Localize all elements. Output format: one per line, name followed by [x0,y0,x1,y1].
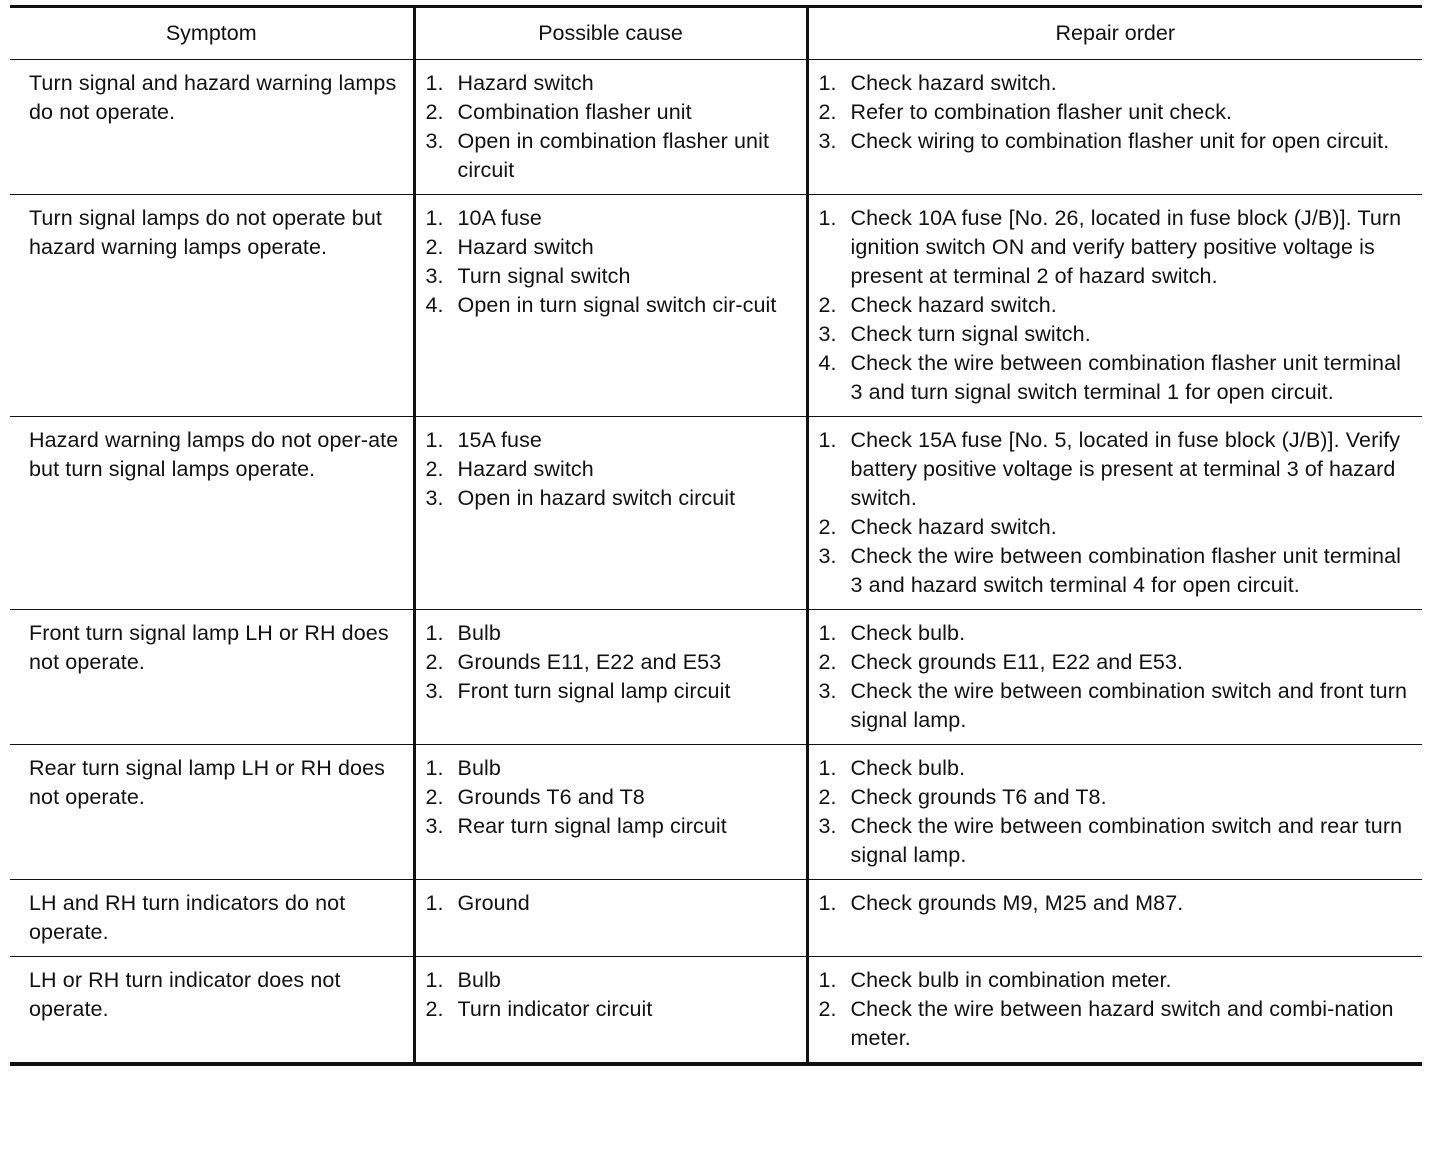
symptom-cell: Turn signal lamps do not operate but hazard warning lamps operate. [10,195,414,417]
repair-step-number: 2. [818,997,837,1021]
repair-step-number: 2. [818,785,837,809]
repair-order-cell [807,745,1422,880]
repair-step-number: 2. [818,650,837,674]
table-row [10,417,1422,610]
table-row [10,610,1422,745]
repair-step-number: 3. [818,679,837,703]
repair-step-text: Check 15A fuse [No. 5, located in fuse block (J/B)]. Verify battery positive voltage is present at terminal 3 of hazard switch. [850,428,1401,510]
cause-text: Bulb [457,968,501,992]
cause-text: Hazard switch [457,457,594,481]
possible-cause-cell [414,60,807,195]
repair-step-item [819,69,1417,98]
symptom-cell: LH and RH turn indicators do not operate. [10,880,414,957]
repair-step-number: 1. [818,756,837,780]
repair-step-number: 2. [818,515,837,539]
cause-number: 2. [425,785,444,809]
repair-step-item [819,783,1417,812]
repair-step-item [819,320,1417,349]
cause-text: Open in hazard switch circuit [457,486,736,510]
possible-cause-cell [414,417,807,610]
cause-text: Rear turn signal lamp circuit [457,814,727,838]
repair-step-number: 2. [818,293,837,317]
header-possible-cause: Possible cause [414,7,807,60]
repair-step-number: 1. [818,968,837,992]
cause-number: 1. [425,621,444,645]
symptom-cell: Rear turn signal lamp LH or RH does not operate. [10,745,414,880]
repair-step-number: 3. [818,814,837,838]
cause-item [426,98,800,127]
cause-list [426,754,800,841]
repair-step-text: Check turn signal switch. [850,322,1091,346]
cause-number: 3. [425,679,444,703]
cause-list [426,69,800,185]
repair-step-text: Check bulb. [850,621,966,645]
repair-step-item [819,889,1417,918]
possible-cause-cell [414,880,807,957]
cause-item [426,754,800,783]
cause-item [426,783,800,812]
repair-step-list [819,204,1417,407]
table-header-row [10,7,1422,60]
repair-step-item [819,426,1417,513]
cause-number: 4. [425,293,444,317]
cause-text: Front turn signal lamp circuit [457,679,731,703]
header-repair-order: Repair order [807,7,1422,60]
cause-item [426,262,800,291]
repair-step-text: Check grounds E11, E22 and E53. [850,650,1184,674]
cause-number: 2. [425,457,444,481]
cause-number: 3. [425,264,444,288]
repair-step-number: 2. [818,100,837,124]
repair-step-text: Refer to combination flasher unit check. [850,100,1233,124]
symptom-cell: Front turn signal lamp LH or RH does not operate. [10,610,414,745]
cause-item [426,995,800,1024]
table-row [10,745,1422,880]
cause-number: 1. [425,968,444,992]
cause-item [426,426,800,455]
table-row [10,60,1422,195]
symptom-cell: Turn signal and hazard warning lamps do not operate. [10,60,414,195]
table-body [10,60,1422,1065]
cause-list [426,204,800,320]
table-row [10,195,1422,417]
repair-step-number: 1. [818,891,837,915]
repair-step-item [819,542,1417,600]
repair-order-cell [807,417,1422,610]
cause-list [426,966,800,1024]
cause-list [426,426,800,513]
trouble-diagnosis-table [10,5,1422,1066]
cause-text: Open in combination flasher unit circuit [457,129,770,182]
cause-number: 1. [425,71,444,95]
table-row [10,880,1422,957]
repair-step-text: Check hazard switch. [850,515,1057,539]
cause-text: 10A fuse [457,206,542,230]
repair-step-text: Check the wire between combination switch and rear turn signal lamp. [850,814,1403,867]
cause-item [426,291,800,320]
repair-step-text: Check bulb. [850,756,966,780]
repair-step-item [819,349,1417,407]
repair-step-item [819,648,1417,677]
repair-step-text: Check wiring to combination flasher unit for open circuit. [850,129,1390,153]
repair-step-text: Check grounds M9, M25 and M87. [850,891,1184,915]
cause-number: 2. [425,100,444,124]
repair-step-list [819,966,1417,1053]
repair-step-item [819,127,1417,156]
cause-text: Turn indicator circuit [457,997,653,1021]
possible-cause-cell [414,195,807,417]
cause-number: 1. [425,891,444,915]
possible-cause-cell [414,957,807,1065]
repair-step-number: 3. [818,544,837,568]
possible-cause-cell [414,610,807,745]
cause-item [426,127,800,185]
repair-step-number: 3. [818,129,837,153]
cause-text: 15A fuse [457,428,542,452]
repair-step-item [819,513,1417,542]
cause-item [426,966,800,995]
repair-order-cell [807,957,1422,1065]
cause-item [426,233,800,262]
cause-item [426,889,800,918]
repair-step-list [819,426,1417,600]
repair-step-text: Check 10A fuse [No. 26, located in fuse block (J/B)]. Turn ignition switch ON and verify battery positive voltage is present at terminal 2 of hazard switch. [850,206,1402,288]
cause-text: Bulb [457,756,501,780]
repair-step-text: Check the wire between combination flasher unit terminal 3 and turn signal switch terminal 1 for open circuit. [850,351,1402,404]
repair-order-cell [807,60,1422,195]
cause-number: 2. [425,235,444,259]
cause-item [426,677,800,706]
repair-step-number: 1. [818,206,837,230]
repair-step-list [819,619,1417,735]
cause-item [426,648,800,677]
repair-step-text: Check hazard switch. [850,293,1057,317]
repair-step-item [819,677,1417,735]
repair-step-number: 1. [818,71,837,95]
cause-item [426,455,800,484]
cause-number: 2. [425,650,444,674]
cause-list [426,619,800,706]
repair-step-number: 3. [818,322,837,346]
repair-step-text: Check the wire between hazard switch and combi-nation meter. [850,997,1394,1050]
symptom-cell: LH or RH turn indicator does not operate. [10,957,414,1065]
cause-number: 1. [425,756,444,780]
cause-list [426,889,800,918]
cause-item [426,812,800,841]
cause-number: 1. [425,428,444,452]
cause-number: 3. [425,814,444,838]
repair-step-text: Check the wire between combination flasher unit terminal 3 and hazard switch terminal 4 for open circuit. [850,544,1402,597]
cause-number: 2. [425,997,444,1021]
cause-text: Bulb [457,621,501,645]
cause-text: Combination flasher unit [457,100,692,124]
repair-step-item [819,204,1417,291]
repair-step-list [819,889,1417,918]
symptom-cell: Hazard warning lamps do not oper-ate but turn signal lamps operate. [10,417,414,610]
cause-item [426,69,800,98]
repair-order-cell [807,195,1422,417]
repair-step-item [819,98,1417,127]
repair-order-cell [807,880,1422,957]
repair-step-item [819,619,1417,648]
repair-step-item [819,966,1417,995]
possible-cause-cell [414,745,807,880]
cause-text: Grounds E11, E22 and E53 [457,650,722,674]
repair-step-list [819,754,1417,870]
cause-text: Hazard switch [457,235,594,259]
repair-step-item [819,754,1417,783]
cause-item [426,204,800,233]
repair-step-item [819,291,1417,320]
repair-step-text: Check bulb in combination meter. [850,968,1172,992]
cause-text: Hazard switch [457,71,594,95]
repair-step-number: 1. [818,428,837,452]
cause-text: Grounds T6 and T8 [457,785,645,809]
cause-number: 3. [425,129,444,153]
repair-step-item [819,812,1417,870]
cause-number: 1. [425,206,444,230]
cause-text: Turn signal switch [457,264,631,288]
cause-text: Ground [457,891,530,915]
repair-step-text: Check the wire between combination switch and front turn signal lamp. [850,679,1408,732]
repair-step-text: Check hazard switch. [850,71,1057,95]
cause-item [426,619,800,648]
cause-text: Open in turn signal switch cir-cuit [457,293,777,317]
repair-step-number: 1. [818,621,837,645]
cause-item [426,484,800,513]
repair-step-text: Check grounds T6 and T8. [850,785,1107,809]
cause-number: 3. [425,486,444,510]
table-row [10,957,1422,1065]
repair-step-number: 4. [818,351,837,375]
repair-step-item [819,995,1417,1053]
repair-order-cell [807,610,1422,745]
header-symptom: Symptom [10,7,414,60]
repair-step-list [819,69,1417,156]
trouble-diagnosis-table-wrapper [10,5,1422,1066]
